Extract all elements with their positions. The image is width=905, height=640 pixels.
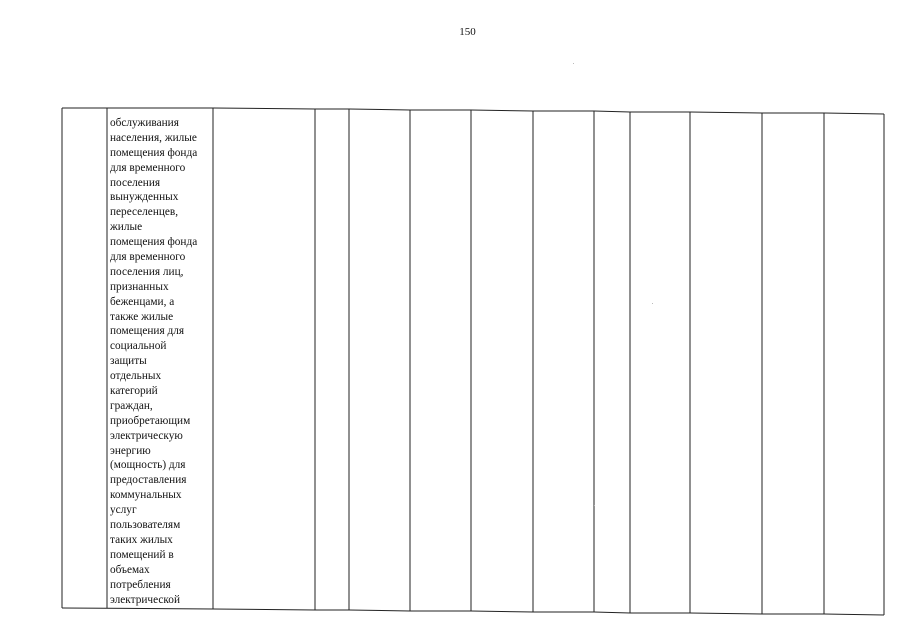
cell-text-line: обслуживания <box>110 117 179 129</box>
cell-text-line: приобретающим <box>110 414 191 427</box>
cell-text-line: защиты <box>110 355 147 368</box>
cell-text-line: беженцами, а <box>110 295 175 308</box>
cell-text-line: коммунальных <box>110 489 182 502</box>
cell-text-line: граждан, <box>110 399 153 412</box>
cell-text-line: отдельных <box>110 370 162 383</box>
cell-text-line: помещения фонда <box>110 146 198 159</box>
cell-text-line: энергию <box>110 444 151 457</box>
cell-text-line: электрическую <box>110 429 183 442</box>
cell-text-line: электрической <box>110 593 181 606</box>
cell-text-line: вынужденных <box>110 191 179 204</box>
cell-text-line: переселенцев, <box>110 206 179 219</box>
page-number: 150 <box>459 26 476 38</box>
cell-text-line: предоставления <box>110 474 187 487</box>
table-bottom-border <box>62 608 884 615</box>
cell-text-line: для временного <box>110 251 186 264</box>
scan-speck <box>652 303 653 304</box>
cell-text-line: поселения <box>110 176 161 189</box>
cell-text-line: таких жилых <box>110 533 173 546</box>
description-cell-text <box>110 116 214 607</box>
cell-text-line: помещения для <box>110 325 185 338</box>
cell-text-line: жилые <box>110 221 143 234</box>
cell-text-line: потребления <box>110 578 171 591</box>
cell-text-line: социальной <box>110 340 167 353</box>
scan-speck <box>573 63 574 64</box>
cell-text-line: помещений в <box>110 548 174 561</box>
cell-text-line: помещения фонда <box>110 236 198 249</box>
cell-text-line: для временного <box>110 161 186 174</box>
table-top-border <box>62 108 884 114</box>
cell-text-line: признанных <box>110 280 169 293</box>
cell-text-line: поселения лиц, <box>110 265 184 278</box>
cell-text-line: также жилые <box>110 310 174 323</box>
cell-text-line: услуг <box>110 504 137 517</box>
cell-text-line: объемах <box>110 563 150 576</box>
cell-text-line: (мощность) для <box>110 459 186 472</box>
cell-text-line: населения, жилые <box>110 131 197 144</box>
scan-speck <box>594 505 595 506</box>
cell-text-line: пользователям <box>110 519 181 532</box>
cell-text-line: категорий <box>110 385 158 398</box>
